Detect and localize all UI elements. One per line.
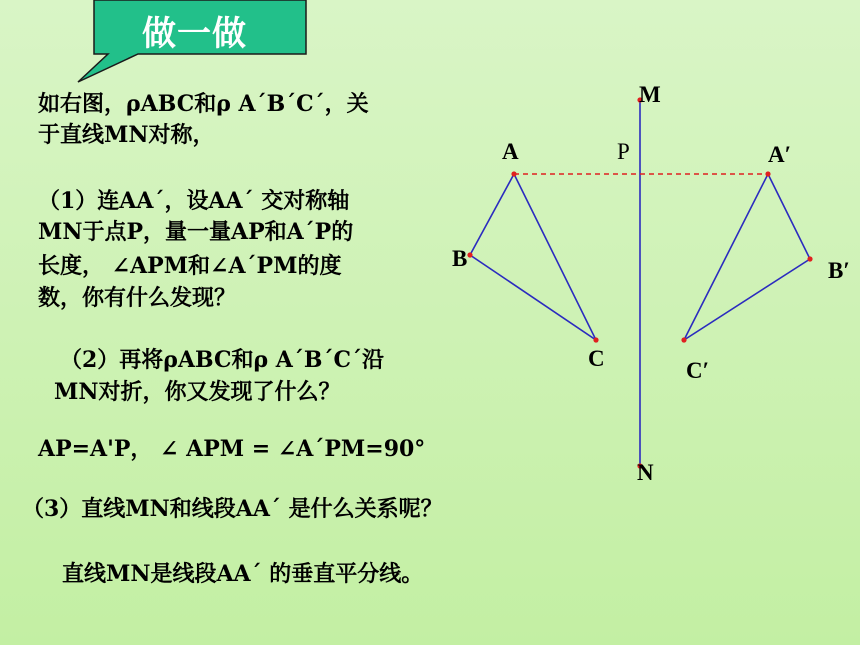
q1-line-4: 数，你有什么发现？ [38, 285, 237, 311]
q2-line-1: （2）再将ρABC和ρ A´B´C´沿 [60, 347, 384, 373]
point-b2 [807, 256, 812, 261]
label-b: B [452, 246, 468, 271]
label-n: N [637, 460, 654, 485]
answer-3: 直线MN是线段AA´ 的垂直平分线。 [62, 561, 424, 587]
label-a-prime: A′ [768, 142, 792, 167]
label-a: A [502, 139, 519, 164]
q2-line-2: MN对折，你又发现了什么？ [54, 379, 341, 405]
point-c2 [681, 337, 686, 342]
point-a2 [765, 171, 770, 176]
label-m: M [639, 82, 661, 107]
label-c-prime: C′ [686, 358, 710, 383]
point-b [467, 252, 472, 257]
q1-line-1: （1）连AA´，设AA´ 交对称轴 [38, 188, 350, 214]
intro-line-1: 如右图，ρABC和ρ A´B´C´，关 [38, 91, 369, 117]
triangle-abc [470, 174, 596, 340]
q1-line-2: MN于点P，量一量AP和A´P的 [38, 219, 354, 245]
triangle-a2b2c2 [684, 174, 810, 340]
label-b-prime: B′ [828, 258, 850, 283]
label-c: C [588, 346, 605, 371]
answer-1: AP=A'P， ∠ APM = ∠A´PM=90° [38, 436, 426, 462]
intro-line-2: 于直线MN对称， [38, 122, 215, 148]
point-a [511, 171, 516, 176]
question-3: （3）直线MN和线段AA´ 是什么关系呢？ [22, 496, 443, 522]
point-c [593, 337, 598, 342]
callout-title: 做一做 [142, 14, 247, 54]
label-p: P [617, 139, 630, 164]
q1-line-3: 长度， ∠APM和∠A´PM的度 [38, 253, 342, 279]
